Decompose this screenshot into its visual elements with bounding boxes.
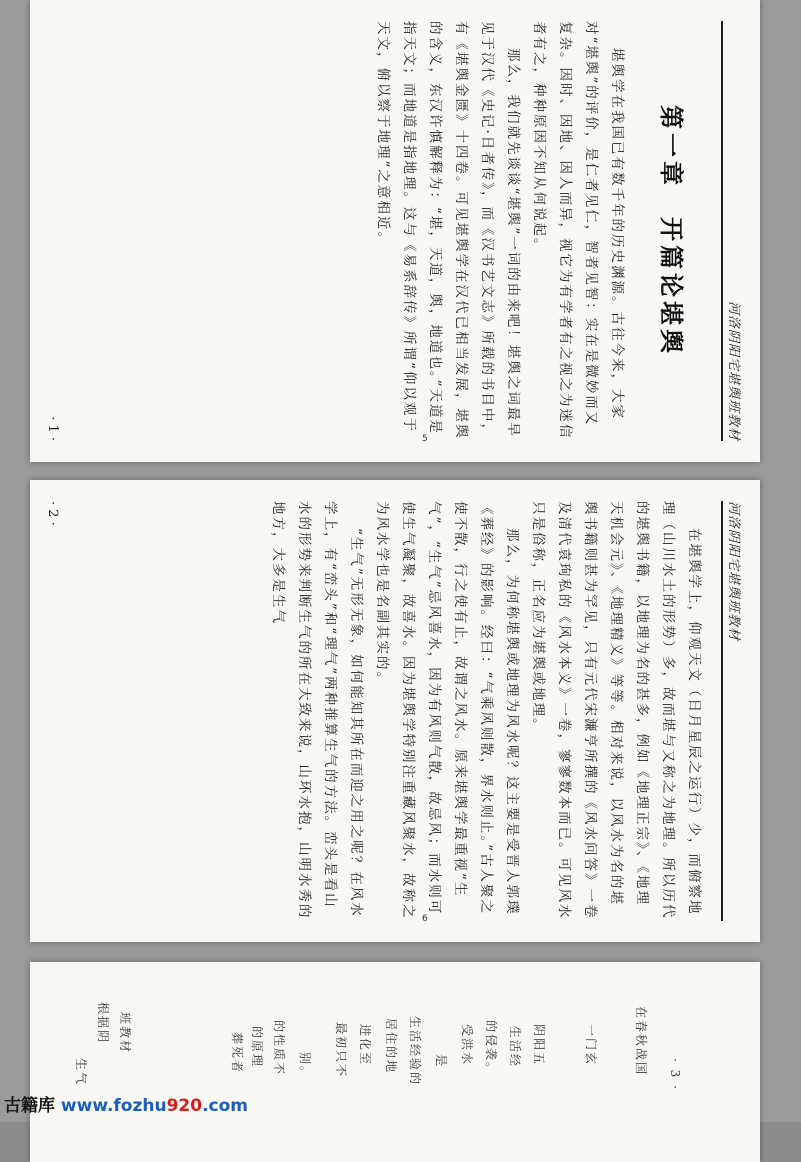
book-page-1 — [30, 0, 760, 462]
running-head-fragment: 班教材 — [118, 1012, 132, 1055]
book-page-3-partial — [30, 962, 760, 1162]
text-fragment: 生气 — [74, 1058, 88, 1087]
text-fragment: 居住的地 — [384, 1018, 398, 1075]
text-fragment: 葬死者 — [230, 1032, 244, 1075]
watermark-url-prefix: www.fozhu — [60, 1096, 167, 1116]
paragraph: 堪舆学在我国已有数千年的历史渊源。古往今来，大家对“堪舆”的评价，是仁者见仁，智者见智：实在是微妙而又复杂。因时、因地、因人而异，视它为有学者有之视之为迷信者有之，种种原因不知从何说起。 — [531, 21, 625, 440]
text-fragment: 根据阴 — [96, 1002, 110, 1045]
page-number: · 3 · — [668, 1058, 682, 1091]
paragraph: 那么，我们就先谈谈“堪舆”一词的由来吧！堪舆之词最早见于汉代《史记·日者传》，而《汉书艺文志》所载的书目中，有《堪舆金匮》十四卷。可见堪舆学在汉代已相当发展，堪舆的含义，东汉许慎解释为：“堪，天道，舆，地道也。”天道是指天文；而地道是指地理。这与《易系辞传》所谓“仰以观于天文，俯以察于地理”之意相近。 — [375, 21, 521, 440]
watermark-url-number: 920 — [166, 1096, 203, 1116]
watermark-site-name: 古籍库 — [4, 1096, 55, 1116]
text-fragment: 的性质不 — [272, 1020, 286, 1077]
scan-page-number: 5 — [422, 434, 428, 444]
text-fragment: 在春秋战国 — [634, 1006, 648, 1077]
text-fragment: 是 — [434, 1054, 448, 1069]
book-page-2 — [30, 480, 760, 942]
header-rule — [721, 501, 723, 921]
text-fragment: 阴阳五 — [532, 1024, 546, 1067]
chapter-title: 第一章 开篇论堪舆 — [657, 105, 686, 357]
paragraph: “生气”无形无象，如何能知其所在而迎之用之呢？在风水学上，有“峦头”和“理气”两种推算生气的方法。峦头是看山水的形势来判断生气的所在大致来说，山环水抱，山明水秀的地方，大多是生气 — [270, 501, 364, 920]
paragraph: 在堪舆学上，仰观天文（日月星辰之运行）少，而俯察地理（山川水土的形势）多，故而堪与又称之为地理。所以历代的堪舆书籍，以地理为名的甚多，例如《地理正宗》、《地理天机会元》、《地理精义》等等。相对来说，以风水为名的堪舆书籍则甚为罕见，只有元代宋濂亨所撰的《风水问答》一卷及清代袁珣私的《风水本义》一卷，寥寥数本而已。可见风水只是俗称，正名应为堪舆或地理。 — [530, 501, 702, 920]
page-number: · 1 · — [45, 416, 60, 441]
text-fragment: 进化至 — [358, 1024, 372, 1067]
watermark-url-suffix: .com — [202, 1096, 249, 1116]
header-rule — [721, 21, 723, 441]
page-1-content — [45, 21, 745, 441]
text-fragment: 生活经 — [508, 1026, 522, 1069]
scan-page-number: 6 — [422, 914, 428, 924]
text-fragment: 受洪水 — [460, 1024, 474, 1067]
text-fragment: 的原理 — [250, 1026, 264, 1069]
running-head: 河洛阴阳宅堪舆班教材 — [726, 501, 741, 642]
text-fragment: 的侵袭。 — [484, 1020, 498, 1077]
text-fragment: 一门玄 — [584, 1024, 598, 1067]
text-fragment: 生活经验的 — [408, 1016, 422, 1087]
running-head: 河洛阴阳宅堪舆班教材 — [726, 300, 741, 441]
site-watermark[interactable] — [4, 1091, 248, 1116]
paragraph: 那么，为何称堪舆或地理为风水呢？这主要是受晋人郭璞《葬经》的影响。经曰：“气乘风则散，界水则止。”古人聚之使不散，行之使有止，故谓之风水。原来堪舆学最重视“生气”，“生气”忌风喜水，因为有风则气散，故忌风；而水则可使生气凝聚，故喜水。因为堪舆学特别注重藏风聚水，故称之为风水学也是名副其实的。 — [374, 501, 520, 920]
text-fragment: 别。 — [298, 1052, 312, 1081]
page-number: · 2 · — [45, 501, 60, 526]
text-fragment: 最初只不 — [334, 1022, 348, 1079]
page-2-content — [45, 501, 745, 921]
